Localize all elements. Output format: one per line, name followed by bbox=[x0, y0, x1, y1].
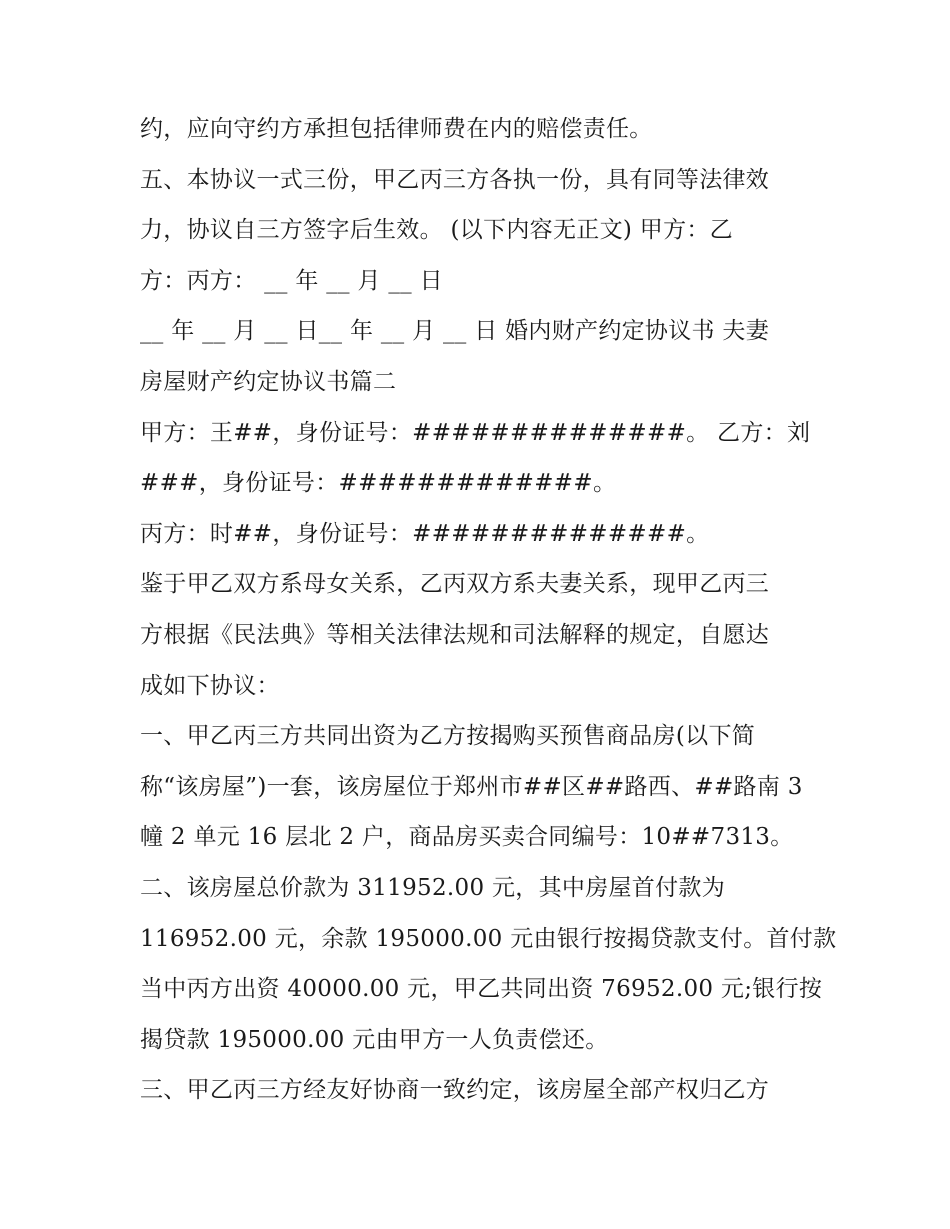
text-line: 一、甲乙丙三方共同出资为乙方按揭购买预售商品房(以下简 bbox=[140, 723, 756, 750]
text-line: 甲方：王##，身份证号：##############。 乙方：刘 bbox=[140, 419, 811, 446]
document-body bbox=[140, 104, 837, 1116]
text-line: 二、该房屋总价款为 311952.00 元，其中房屋首付款为 bbox=[140, 874, 725, 901]
text-line: 方根据《民法典》等相关法律法规和司法解释的规定，自愿达 bbox=[140, 621, 770, 648]
text-line: __ 年 __ 月 __ 日__ 年 __ 月 __ 日 婚内财产约定协议书 夫妻 bbox=[140, 318, 770, 345]
text-line: ###，身份证号：#############。 bbox=[140, 470, 617, 497]
text-line: 成如下协议： bbox=[140, 672, 280, 699]
text-line: 称“该房屋”)一套，该房屋位于郑州市##区##路西、##路南 3 bbox=[140, 773, 803, 800]
text-line: 揭贷款 195000.00 元由甲方一人负责偿还。 bbox=[140, 1026, 609, 1053]
text-line: 当中丙方出资 40000.00 元，甲乙共同出资 76952.00 元;银行按 bbox=[140, 976, 823, 1003]
text-line: 力，协议自三方签字后生效。 (以下内容无正文) 甲方：乙 bbox=[140, 217, 733, 244]
text-line: 房屋财产约定协议书篇二 bbox=[140, 368, 397, 395]
text-line: 幢 2 单元 16 层北 2 户，商品房买卖合同编号：10##7313。 bbox=[140, 824, 794, 851]
text-line: 约，应向守约方承担包括律师费在内的赔偿责任。 bbox=[140, 116, 653, 142]
text-line: 方：丙方： __ 年 __ 月 __ 日 bbox=[140, 267, 443, 294]
text-line: 五、本协议一式三份，甲乙丙三方各执一份，具有同等法律效 bbox=[140, 166, 770, 193]
text-line: 三、甲乙丙三方经友好协商一致约定，该房屋全部产权归乙方 bbox=[140, 1077, 770, 1104]
text-line: 丙方：时##，身份证号：##############。 bbox=[140, 520, 710, 547]
text-line: 116952.00 元，余款 195000.00 元由银行按揭贷款支付。首付款 bbox=[140, 925, 837, 952]
text-line: 鉴于甲乙双方系母女关系，乙丙双方系夫妻关系，现甲乙丙三 bbox=[140, 571, 770, 598]
